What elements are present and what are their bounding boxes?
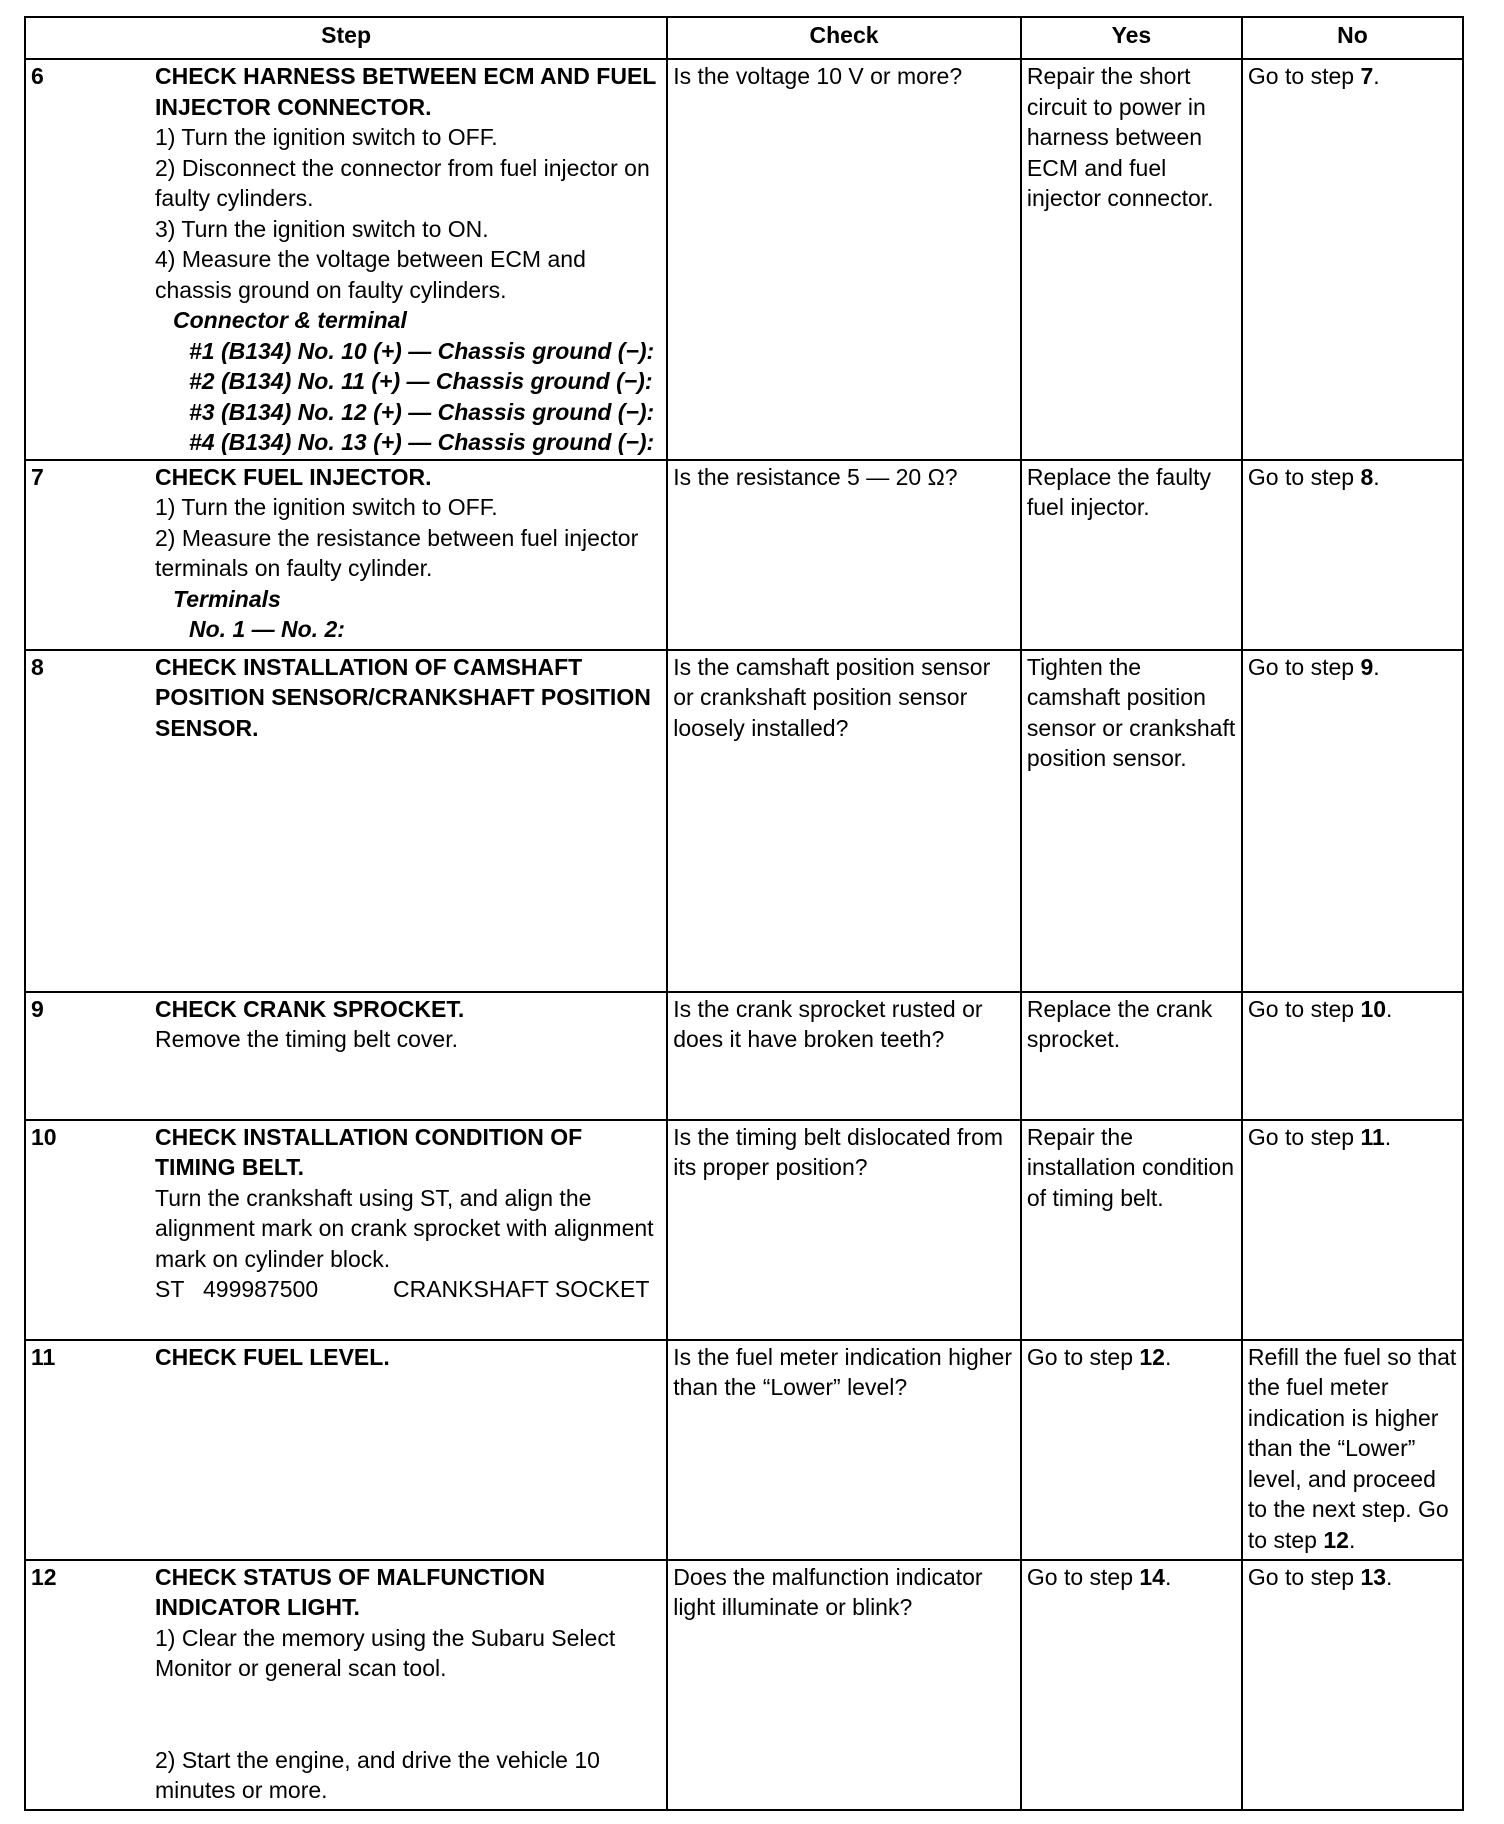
no-cell: Go to step 11. [1242,1120,1463,1340]
goto-label: Go to step [1247,995,1361,1022]
step-number: 12 [31,1563,57,1590]
table-row [25,650,1463,992]
header-yes: Yes [1021,17,1242,59]
terminal-spec: #2 (B134) No. 11 (+) — Chassis ground (−): [189,368,653,394]
yes-cell: Replace the crank sprocket. [1021,992,1242,1120]
step-instruction: 4) Measure the voltage between ECM and chassis ground on faulty cylinders. [155,246,586,303]
step-instruction: 2) Disconnect the connector from fuel injector on faulty cylinders. [155,154,650,211]
goto-step-number: 9 [1360,653,1374,680]
step-instruction: 3) Turn the ignition switch to ON. [155,215,489,242]
step-cell [25,1120,667,1340]
goto-label: Go to step [1026,1343,1140,1370]
goto-step-number: 14 [1139,1563,1165,1590]
step-title: CHECK FUEL LEVEL. [155,1343,390,1370]
no-cell: Go to step 8. [1242,460,1463,650]
terminal-spec: #1 (B134) No. 10 (+) — Chassis ground (−): [189,337,655,364]
table-row [25,59,1463,460]
step-instruction: 1) Turn the ignition switch to OFF. [155,124,498,150]
goto-label: Go to step [1247,653,1361,680]
step-number: 11 [31,1343,56,1370]
step-instruction: 1) Clear the memory using the Subaru Select Monitor or general scan tool. [155,1624,616,1681]
step-title: CHECK FUEL INJECTOR. [155,463,432,490]
yes-cell: Tighten the camshaft position sensor or crankshaft position sensor. [1021,650,1242,992]
goto-step-number: 13 [1360,1563,1387,1590]
check-cell: Is the fuel meter indication higher than the “Lower” level? [667,1340,1021,1560]
yes-cell: Go to step 12. [1021,1340,1242,1560]
step-cell [25,1340,667,1560]
check-cell: Is the camshaft position sensor or crankshaft position sensor loosely installed? [667,650,1021,992]
special-tool [155,1274,661,1305]
goto-label: Go to step [1247,1123,1361,1150]
check-cell: Is the resistance 5 — 20 Ω? [667,460,1021,650]
goto-label: Go to step [1247,1496,1449,1553]
terminal-spec: No. 1 — No. 2: [189,616,345,642]
goto-step-number: 10 [1360,995,1387,1022]
step-number: 8 [31,653,44,680]
goto-label: Go to step [1247,463,1361,490]
no-text: Refill the fuel so that the fuel meter indication is higher than the “Lower” level, and proceed to the next step. [1247,1343,1457,1522]
yes-cell: Repair the short circuit to power in harness between ECM and fuel injector connector. [1021,59,1242,460]
step-instruction: Remove the timing belt cover. [155,1026,458,1052]
yes-cell: Go to step 14. [1021,1560,1242,1810]
check-cell: Is the crank sprocket rusted or does it have broken teeth? [667,992,1021,1120]
step-title: CHECK INSTALLATION CONDITION OF TIMING BELT. [155,1123,583,1180]
step-number: 7 [31,463,44,490]
step-title: CHECK HARNESS BETWEEN ECM AND FUEL INJECTOR CONNECTOR. [155,63,656,120]
header-row [25,17,1463,59]
special-tool-number: 499987500 [203,1276,319,1302]
terminal-spec: #3 (B134) No. 12 (+) — Chassis ground (−): [189,398,655,425]
table-row [25,992,1463,1120]
step-instruction: 2) Measure the resistance between fuel injector terminals on faulty cylinder. [155,524,639,581]
no-cell: Go to step 9. [1242,650,1463,992]
header-step: Step [25,17,667,59]
check-cell: Is the voltage 10 V or more? [667,59,1021,460]
no-cell: Go to step 7. [1242,59,1463,460]
goto-label: Go to step [1247,63,1361,89]
check-cell: Does the malfunction indicator light illuminate or blink? [667,1560,1021,1810]
step-instruction: 1) Turn the ignition switch to OFF. [155,494,498,520]
step-title: CHECK STATUS OF MALFUNCTION INDICATOR LIGHT. [155,1563,546,1620]
no-cell: Refill the fuel so that the fuel meter indication is higher than the “Lower” level, and proceed to the next step. Go to step 12. [1242,1340,1463,1560]
step-number: 6 [31,63,44,89]
goto-step-number: 12 [1323,1526,1349,1553]
step-number: 9 [31,995,44,1022]
no-cell: Go to step 10. [1242,992,1463,1120]
check-cell: Is the timing belt dislocated from its proper position? [667,1120,1021,1340]
step-title: CHECK INSTALLATION OF CAMSHAFT POSITION SENSOR/CRANKSHAFT POSITION SENSOR. [155,653,651,741]
step-title: CHECK CRANK SPROCKET. [155,995,465,1022]
goto-step-number: 7 [1360,63,1374,89]
goto-label: Go to step [1247,1563,1361,1590]
goto-label: Go to step [1026,1563,1140,1590]
goto-step-number: 8 [1360,463,1374,490]
step-instruction: 2) Start the engine, and drive the vehicle 10 minutes or more. [155,1746,600,1803]
header-no: No [1242,17,1463,59]
yes-cell: Repair the installation condition of timing belt. [1021,1120,1242,1340]
table-row [25,1340,1463,1560]
step-cell [25,59,667,460]
sub-heading: Connector & terminal [173,307,407,333]
step-cell [25,992,667,1120]
header-check: Check [667,17,1021,59]
step-instruction: Turn the crankshaft using ST, and align the alignment mark on crank sprocket with alignment mark on cylinder block. [155,1184,654,1272]
step-cell [25,460,667,650]
diagnostic-table [24,16,1464,1811]
yes-cell: Replace the faulty fuel injector. [1021,460,1242,650]
table-row [25,1560,1463,1810]
terminal-spec: #4 (B134) No. 13 (+) — Chassis ground (−): [189,429,655,455]
step-cell [25,1560,667,1810]
goto-step-number: 11 [1360,1123,1385,1150]
step-number: 10 [31,1123,57,1150]
table-row [25,460,1463,650]
spacer [155,1684,661,1745]
table-row [25,1120,1463,1340]
special-tool-name: CRANKSHAFT SOCKET [393,1276,650,1302]
sub-heading: Terminals [173,585,281,612]
goto-step-number: 12 [1139,1343,1165,1370]
step-cell [25,650,667,992]
special-tool-label: ST [155,1276,185,1302]
no-cell: Go to step 13. [1242,1560,1463,1810]
